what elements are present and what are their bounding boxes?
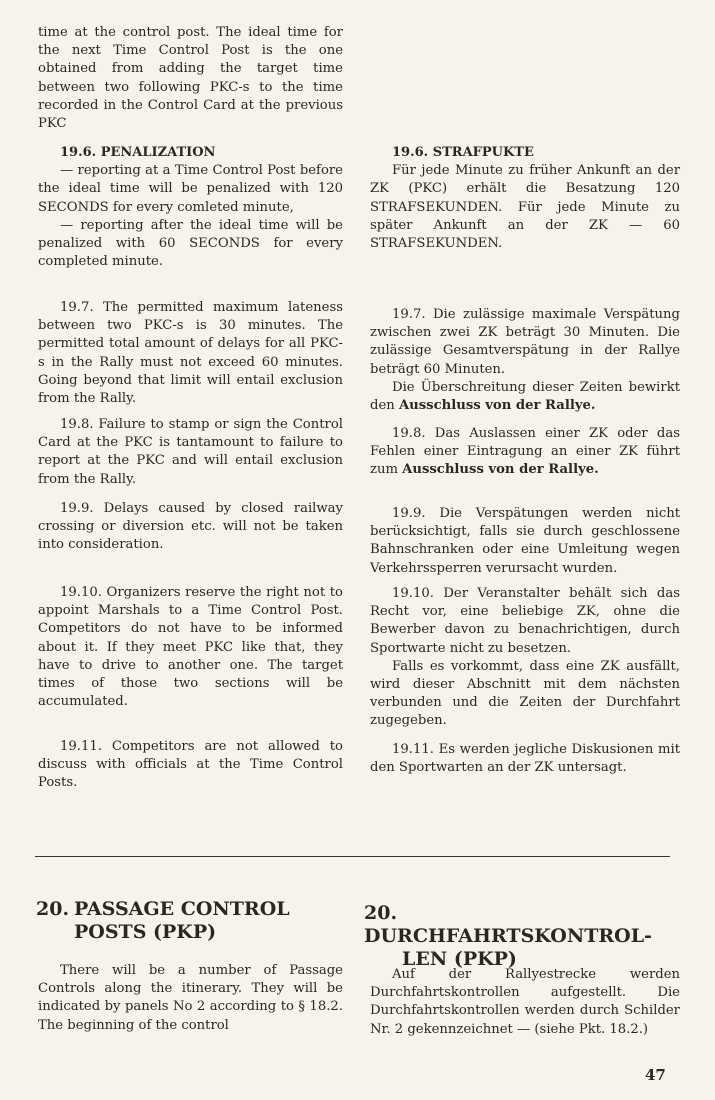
paragraph: Auf der Rallyestrecke werden Durchfahrtskontrollen aufgestellt. Die Durchfahrtskontrollen werden durch Schilder Nr. 2 gekennzeichnet — (siehe Pkt. 18.2.) [370, 967, 680, 1037]
section-19-8-de [370, 425, 680, 480]
paragraph: Falls es vorkommt, dass eine ZK ausfällt, wird dieser Abschnitt mit dem nächsten verbunden und die Zeiten der Durchfahrt zugegeben. [370, 658, 680, 729]
title-line: PASSAGE CONTROL [74, 898, 290, 920]
title-line: LEN (PKP) [402, 948, 517, 970]
page-number: 47 [645, 1066, 666, 1084]
title-line: POSTS (PKP) [74, 921, 217, 943]
section-19-10-de [370, 585, 680, 731]
paragraph: — reporting after the ideal time will be penalized with 60 SECONDS for every completed minute. [38, 217, 343, 270]
paragraph: — reporting at a Time Control Post before the ideal time will be penalized with 120 SECONDS for every comleted minute, [38, 163, 343, 215]
section-19-7-de [370, 306, 680, 415]
paragraph: 19.11. Es werden jegliche Diskusionen mit den Sportwarten an der ZK untersagt. [370, 742, 680, 776]
title-line: DURCHFAHRTSKONTROL- [364, 925, 652, 947]
section-19-10-en [38, 584, 343, 711]
text: Die Überschreitung dieser Zeiten bewirkt den [370, 379, 680, 414]
paragraph: 19.8. Failure to stamp or sign the Control Card at the PKC is tantamount to failure to report at the PKC and will entail exclusion from the Rally. [38, 417, 343, 487]
paragraph: 19.7. Die zulässige maximale Verspätung zwischen zwei ZK beträgt 30 Minuten. Die zulässige Gesamtverspätung in der Rallye beträgt 60 Minuten. [370, 307, 680, 377]
paragraph [370, 425, 680, 480]
section-20-title-de [364, 902, 684, 971]
paragraph: There will be a number of Passage Controls along the itinerary. They will be indicated by panels No 2 according to § 18.2. The beginning of the control [38, 963, 343, 1033]
intro-paragraph [38, 24, 343, 133]
section-heading: 19.6. STRAFPUKTE [392, 145, 534, 160]
section-19-7-en [38, 299, 343, 408]
emphasis: Ausschluss von der Rallye. [398, 398, 596, 414]
paragraph: 19.9. Die Verspätungen werden nicht berücksichtigt, falls sie durch geschlossene Bahnschranken oder eine Umleitung wegen Verkehrssperren verursacht wurden. [370, 506, 680, 576]
section-20-title-en [36, 898, 336, 944]
section-19-8-en [38, 416, 343, 489]
paragraph: 19.9. Delays caused by closed railway crossing or diversion etc. will not be taken into consideration. [38, 501, 343, 553]
section-19-6-de [370, 144, 680, 253]
section-19-11-de [370, 741, 680, 777]
paragraph [370, 379, 680, 415]
text: 19.8. Das Auslassen einer ZK oder das Fehlen einer Eintragung an einer ZK führt zum [370, 426, 680, 478]
section-number: 20. [364, 902, 398, 924]
section-19-9-en [38, 500, 343, 555]
paragraph: 19.11. Competitors are not allowed to discuss with officials at the Time Control Posts. [38, 739, 343, 791]
emphasis: Ausschluss von der Rallye. [402, 462, 599, 478]
paragraph: 19.7. The permitted maximum lateness between two PKC-s is 30 minutes. The permitted total amount of delays for all PKC-s in the Rally must not exceed 60 minutes. Going beyond that limit will entail exclusion from the Rally. [38, 300, 343, 407]
section-19-11-en [38, 738, 343, 793]
section-19-9-de [370, 505, 680, 578]
section-20-body-de [370, 966, 680, 1039]
section-number: 20. [36, 898, 70, 920]
paragraph: 19.10. Organizers reserve the right not to appoint Marshals to a Time Control Post. Competitors do not have to be informed about it. If they meet PKC like that, they have to drive to another one. The target times of those two sections will be accumulated. [38, 585, 343, 710]
section-heading: 19.6. PENALIZATION [60, 145, 216, 160]
section-20-body-en [38, 962, 343, 1035]
intro-text: time at the control post. The ideal time for the next Time Control Post is the one obtained from adding the target time between two following PKC-s to the time recorded in the Control Card at the previous PKC [38, 25, 343, 132]
section-19-6-en [38, 144, 343, 271]
paragraph: 19.10. Der Veranstalter behält sich das Recht vor, eine beliebige ZK, ohne die Bewerber davon zu benachrichtigen, durch Sportwarte nicht zu besetzen. [370, 586, 680, 656]
paragraph: Für jede Minute zu früher Ankunft an der ZK (PKC) erhält die Besatzung 120 STRAFSEKUNDEN. Für jede Minute zu später Ankunft an der ZK — 60 STRAFSEKUNDEN. [370, 163, 680, 252]
section-divider [35, 856, 670, 857]
